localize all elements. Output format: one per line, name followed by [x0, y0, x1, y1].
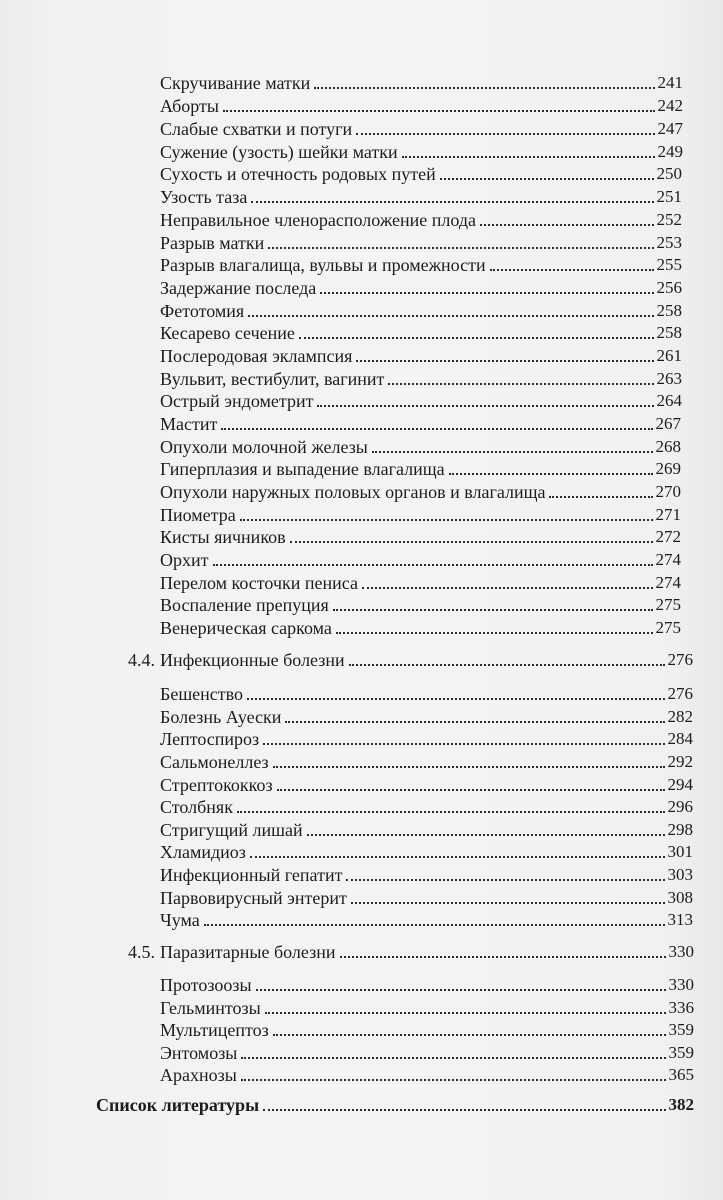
section-heading [128, 649, 345, 671]
leader-dots [204, 924, 665, 926]
leader-dots [372, 451, 653, 453]
entry-page: 269 [655, 459, 681, 478]
entry-page: 365 [668, 1065, 694, 1084]
leader-dots [362, 587, 653, 589]
entry-page: 301 [667, 842, 693, 861]
entry-page: 284 [667, 729, 693, 748]
leader-dots [480, 224, 653, 226]
entry-title: Аборты [160, 96, 219, 116]
entry-title: Энтомозы [160, 1043, 238, 1063]
leader-dots [268, 247, 653, 249]
leader-dots [213, 564, 653, 566]
entry-page: 251 [656, 187, 682, 206]
leader-dots [223, 110, 655, 112]
toc-entry [160, 817, 693, 841]
leader-dots [314, 87, 654, 89]
toc-entry [160, 161, 682, 185]
leader-dots [263, 743, 664, 745]
entry-page: 275 [655, 595, 681, 614]
entry-title: Стрептококкоз [160, 775, 273, 795]
toc-entry [160, 749, 693, 773]
entry-title: Арахнозы [160, 1065, 237, 1085]
toc-entry [160, 366, 682, 390]
toc-entry [160, 862, 693, 886]
entry-page: 275 [655, 618, 681, 637]
toc-entry [160, 252, 682, 276]
leader-dots [248, 315, 653, 317]
toc-entry [160, 681, 693, 705]
entry-title: Опухоли молочной железы [160, 437, 368, 457]
toc-entry [160, 343, 682, 367]
entry-title: Разрыв матки [160, 233, 265, 253]
entry-page: 282 [667, 707, 693, 726]
leader-dots [251, 201, 653, 203]
toc-entry [160, 726, 693, 750]
entry-page: 359 [668, 1020, 694, 1039]
entry-title: Скручивание матки [160, 73, 311, 93]
entry-title: Венерическая саркома [160, 618, 332, 638]
entry-title: Неправильное членорасположение плода [160, 210, 477, 230]
toc-entry [160, 93, 683, 117]
entry-title: Орхит [160, 550, 209, 570]
toc-entry [160, 995, 694, 1019]
entry-title: Гельминтозы [160, 998, 261, 1018]
toc-bibliography [96, 1092, 694, 1116]
entry-title: Сухость и отечность родовых путей [160, 164, 436, 184]
toc-entry [160, 547, 681, 571]
leader-dots [290, 541, 653, 543]
entry-page: 267 [655, 414, 681, 433]
entry-title: Узость таза [160, 187, 248, 207]
toc-entry [160, 592, 681, 616]
entry-page: 268 [655, 437, 681, 456]
section-heading [128, 941, 336, 963]
toc-entry [160, 839, 693, 863]
leader-dots [356, 360, 653, 362]
toc-entry [160, 479, 681, 503]
entry-title: Парвовирусный энтерит [160, 888, 347, 908]
entry-title: Слабые схватки и потуги [160, 119, 353, 139]
toc-entry [160, 570, 681, 594]
leader-dots [340, 956, 666, 958]
toc-entry [160, 184, 682, 208]
entry-title: Разрыв влагалища, вульвы и промежности [160, 255, 486, 275]
entry-page: 255 [656, 255, 682, 274]
toc-entry [160, 1062, 694, 1086]
entry-page: 247 [657, 119, 683, 138]
leader-dots [356, 133, 654, 135]
entry-page: 274 [655, 573, 681, 592]
entry-title: Сальмонеллез [160, 752, 269, 772]
entry-page: 250 [656, 164, 682, 183]
bibliography-page: 382 [668, 1095, 694, 1114]
toc-entry [160, 502, 681, 526]
leader-dots [240, 519, 653, 521]
entry-title: Гиперплазия и выпадение влагалища [160, 459, 445, 479]
entry-page: 256 [656, 278, 682, 297]
entry-title: Стригущий лишай [160, 820, 303, 840]
section-title: Паразитарные болезни [160, 942, 336, 962]
entry-page: 261 [656, 346, 682, 365]
toc-entry [160, 885, 693, 909]
entry-title: Острый эндометрит [160, 391, 314, 411]
leader-dots [402, 156, 655, 158]
leader-dots [320, 292, 653, 294]
leader-dots [250, 856, 665, 858]
leader-dots [549, 496, 652, 498]
entry-page: 359 [668, 1043, 694, 1062]
leader-dots [307, 834, 665, 836]
toc-entry [160, 207, 682, 231]
entry-title: Послеродовая эклампсия [160, 346, 353, 366]
toc-entry [160, 388, 682, 412]
entry-title: Сужение (узость) шейки матки [160, 142, 398, 162]
entry-page: 272 [655, 527, 681, 546]
leader-dots [277, 789, 665, 791]
leader-dots [346, 879, 664, 881]
toc-entry [160, 524, 681, 548]
toc-section-4-5 [128, 939, 694, 963]
entry-title: Столбняк [160, 797, 233, 817]
leader-dots [388, 383, 653, 385]
entry-page: 241 [657, 73, 683, 92]
leader-dots [273, 766, 665, 768]
entry-page: 296 [667, 797, 693, 816]
toc-entry [160, 1017, 694, 1041]
toc-entry [160, 275, 682, 299]
entry-page: 308 [667, 888, 693, 907]
toc-entry [160, 907, 693, 931]
entry-title: Перелом косточки пениса [160, 573, 358, 593]
entry-page: 294 [667, 775, 693, 794]
toc-entry [160, 116, 683, 140]
entry-page: 253 [656, 233, 682, 252]
toc-entry [160, 704, 693, 728]
entry-page: 252 [656, 210, 682, 229]
toc-entry [160, 972, 694, 996]
toc-entry [160, 298, 682, 322]
leader-dots [221, 428, 652, 430]
toc-section-4-4 [128, 647, 693, 671]
toc-entry [160, 411, 681, 435]
entry-page: 258 [656, 323, 682, 342]
entry-title: Бешенство [160, 684, 244, 704]
toc-entry [160, 615, 681, 639]
entry-title: Чума [160, 910, 200, 930]
entry-title: Фетотомия [160, 301, 245, 321]
leader-dots [317, 405, 653, 407]
entry-title: Кисты яичников [160, 527, 286, 547]
entry-title: Инфекционный гепатит [160, 865, 343, 885]
leader-dots [333, 609, 653, 611]
entry-title: Кесарево сечение [160, 323, 295, 343]
toc-entry [160, 1040, 694, 1064]
entry-page: 276 [667, 684, 693, 703]
entry-title: Болезнь Ауески [160, 707, 282, 727]
leader-dots [349, 664, 665, 666]
entry-title: Лептоспироз [160, 729, 260, 749]
entry-page: 264 [656, 391, 682, 410]
leader-dots [336, 632, 653, 634]
toc-entry [160, 320, 682, 344]
leader-dots [490, 269, 654, 271]
entry-page: 330 [668, 975, 694, 994]
entry-title: Воспаление препуция [160, 595, 329, 615]
entry-page: 263 [656, 369, 682, 388]
entry-page: 336 [668, 998, 694, 1017]
entry-page: 271 [655, 505, 681, 524]
section-page: 330 [668, 942, 694, 961]
section-page: 276 [667, 650, 693, 669]
leader-dots [241, 1079, 666, 1081]
entry-title: Задержание последа [160, 278, 317, 298]
section-number: 4.5. [128, 942, 155, 962]
entry-page: 298 [667, 820, 693, 839]
entry-page: 258 [656, 301, 682, 320]
bibliography-title: Список литературы [96, 1095, 260, 1115]
leader-dots [263, 1109, 665, 1111]
section-number: 4.4. [128, 650, 155, 670]
toc-entry [160, 434, 681, 458]
entry-title: Протозоозы [160, 975, 252, 995]
leader-dots [273, 1034, 666, 1036]
toc-entry [160, 794, 693, 818]
entry-title: Опухоли наружных половых органов и влагалища [160, 482, 546, 502]
entry-title: Мастит [160, 414, 218, 434]
toc-entry [160, 139, 683, 163]
leader-dots [351, 902, 665, 904]
entry-page: 270 [655, 482, 681, 501]
leader-dots [237, 811, 665, 813]
entry-title: Мультицептоз [160, 1020, 269, 1040]
entry-page: 242 [657, 96, 683, 115]
leader-dots [299, 337, 654, 339]
section-title: Инфекционные болезни [160, 650, 345, 670]
leader-dots [256, 989, 666, 991]
entry-title: Вульвит, вестибулит, вагинит [160, 369, 385, 389]
entry-title: Хламидиоз [160, 842, 246, 862]
leader-dots [241, 1057, 665, 1059]
toc-entry [160, 772, 693, 796]
leader-dots [285, 721, 664, 723]
entry-page: 303 [667, 865, 693, 884]
leader-dots [449, 473, 653, 475]
entry-page: 292 [667, 752, 693, 771]
toc-entry [160, 456, 681, 480]
entry-title: Пиометра [160, 505, 236, 525]
toc-entry [160, 70, 683, 94]
toc-entry [160, 230, 682, 254]
leader-dots [265, 1012, 666, 1014]
leader-dots [247, 698, 664, 700]
entry-page: 313 [667, 910, 693, 929]
entry-page: 249 [657, 142, 683, 161]
entry-page: 274 [655, 550, 681, 569]
leader-dots [440, 178, 654, 180]
